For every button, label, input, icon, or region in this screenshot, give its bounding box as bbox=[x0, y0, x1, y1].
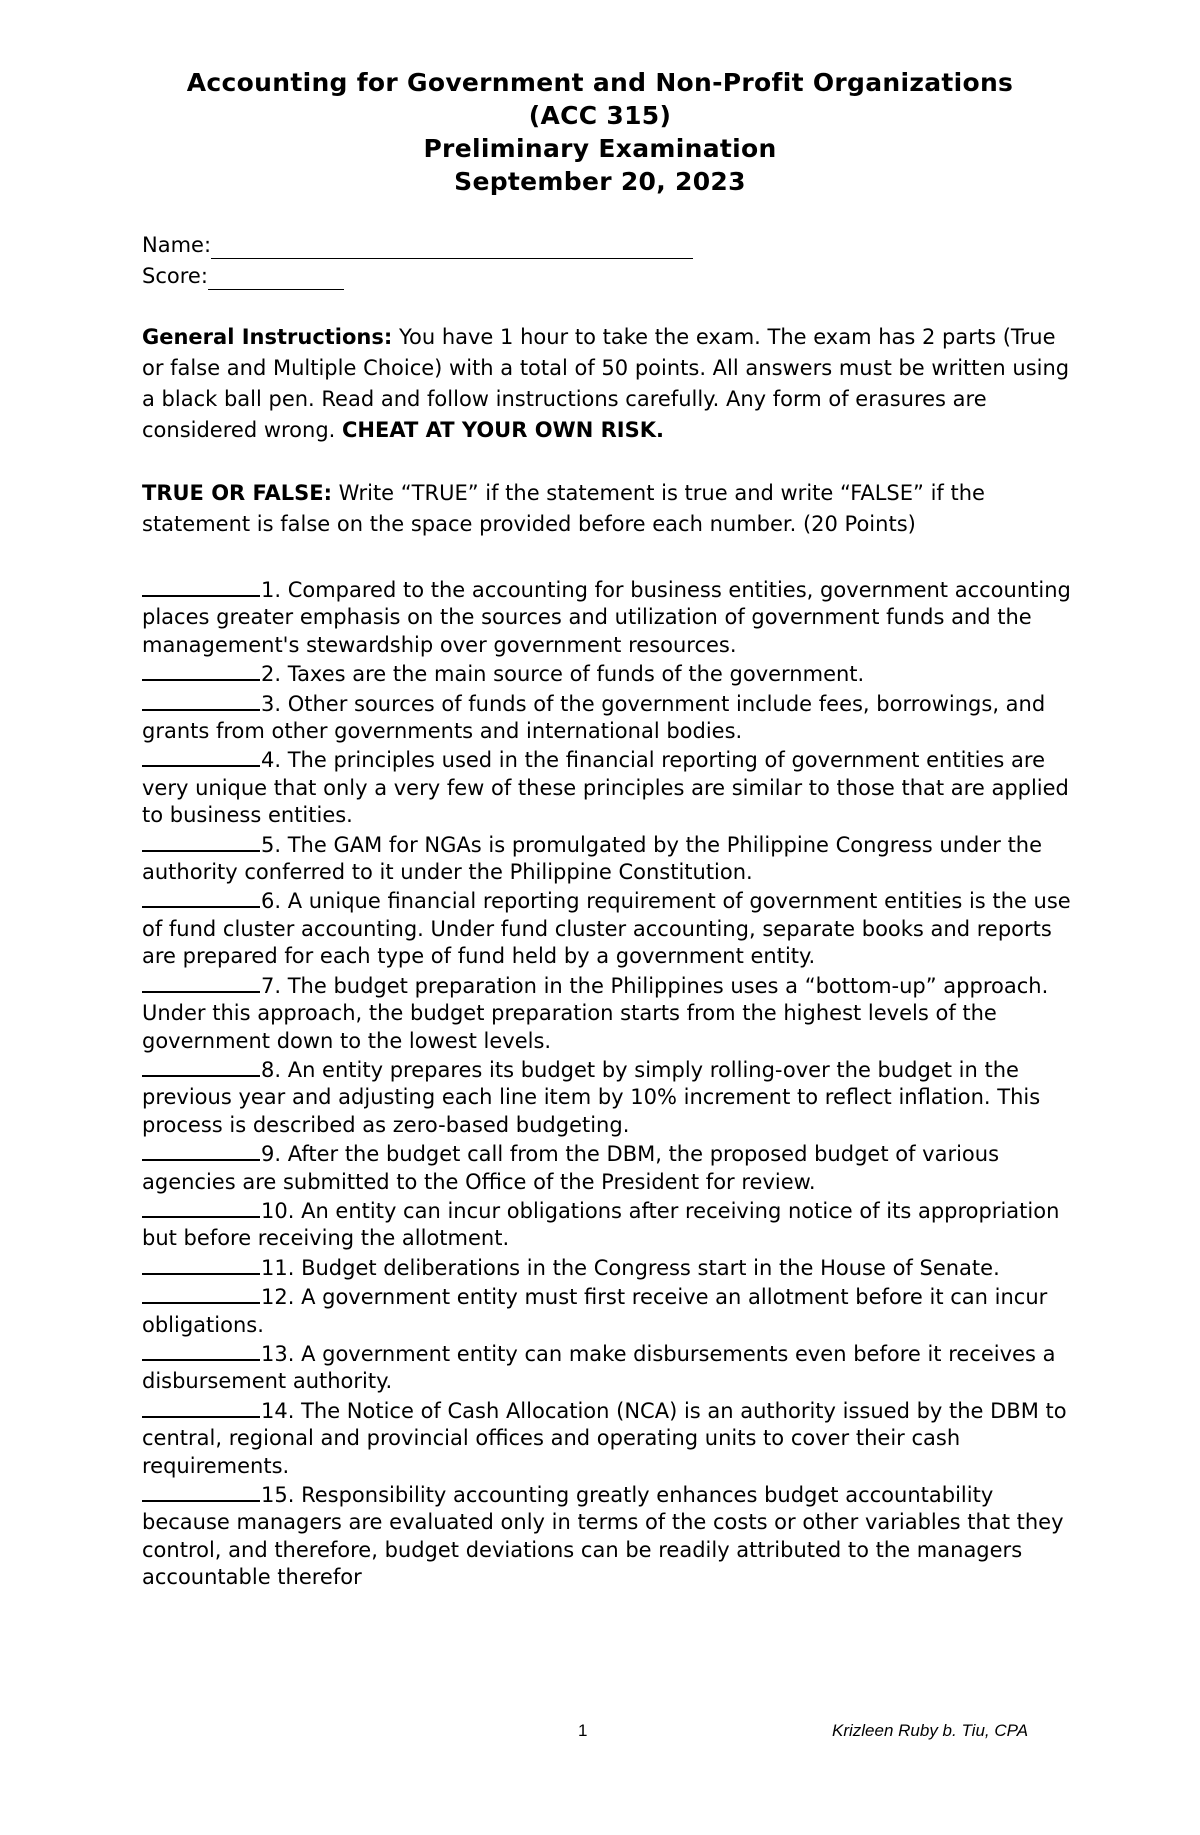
score-line bbox=[208, 267, 344, 290]
question-text: 13. A government entity can make disbursements even before it receives a disbursement authority. bbox=[142, 1341, 1056, 1394]
answer-blank bbox=[142, 1339, 260, 1361]
name-field bbox=[142, 231, 693, 259]
question-text: 8. An entity prepares its budget by simply rolling-over the budget in the previous year and adjusting each line item by 10% increment to reflect inflation. This process is described as zero-based budgeting. bbox=[142, 1057, 1041, 1137]
answer-blank bbox=[142, 1253, 260, 1275]
answer-blank bbox=[142, 1396, 260, 1418]
question-item bbox=[142, 745, 1072, 829]
question-item bbox=[142, 971, 1072, 1055]
question-text: 5. The GAM for NGAs is promulgated by the Philippine Congress under the authority conferred to it under the Philippine Constitution. bbox=[142, 832, 1043, 885]
question-item bbox=[142, 886, 1072, 970]
answer-blank bbox=[142, 659, 260, 681]
instructions-label: General Instructions: bbox=[142, 325, 393, 349]
exam-header bbox=[0, 66, 1200, 198]
question-text: 10. An entity can incur obligations after receiving notice of its appropriation but before receiving the allotment. bbox=[142, 1198, 1060, 1251]
general-instructions bbox=[142, 322, 1072, 446]
question-text: 6. A unique financial reporting requirement of government entities is the use of fund cluster accounting. Under fund cluster accounting, separate books and reports are prepared for each type of fund held by a government entity. bbox=[142, 889, 1071, 969]
question-item bbox=[142, 689, 1072, 746]
score-field bbox=[142, 262, 344, 290]
answer-blank bbox=[142, 971, 260, 993]
question-item bbox=[142, 1196, 1072, 1253]
answer-blank bbox=[142, 575, 260, 597]
answer-blank bbox=[142, 886, 260, 908]
answer-blank bbox=[142, 1480, 260, 1502]
answer-blank bbox=[142, 1055, 260, 1077]
true-false-instructions bbox=[142, 478, 1072, 540]
question-item bbox=[142, 1339, 1072, 1396]
question-item bbox=[142, 659, 1072, 688]
question-item bbox=[142, 830, 1072, 887]
question-item bbox=[142, 1396, 1072, 1480]
page-number: 1 bbox=[578, 1721, 588, 1740]
question-text: 1. Compared to the accounting for business entities, government accounting places greater emphasis on the sources and utilization of government funds and the management's stewardship over government resources. bbox=[142, 578, 1071, 657]
question-text: 2. Taxes are the main source of funds of the government. bbox=[261, 662, 865, 687]
answer-blank bbox=[142, 830, 260, 852]
true-false-label: TRUE OR FALSE: bbox=[142, 481, 332, 505]
true-false-text: Write “TRUE” if the statement is true and write “FALSE” if the statement is false on the space provided before each number. (20 Points) bbox=[142, 481, 985, 536]
course-title: Accounting for Government and Non-Profit Organizations bbox=[186, 68, 1014, 97]
name-label: Name: bbox=[142, 233, 212, 257]
name-line bbox=[211, 236, 693, 259]
answer-blank bbox=[142, 1196, 260, 1218]
exam-type: Preliminary Examination bbox=[423, 134, 777, 163]
answer-blank bbox=[142, 1139, 260, 1161]
footer-author: Krizleen Ruby b. Tiu, CPA bbox=[832, 1721, 1029, 1740]
question-text: 3. Other sources of funds of the government include fees, borrowings, and grants from other governments and international bodies. bbox=[142, 691, 1046, 744]
instructions-warning: CHEAT AT YOUR OWN RISK. bbox=[342, 418, 664, 442]
answer-blank bbox=[142, 745, 260, 767]
answer-blank bbox=[142, 1282, 260, 1304]
question-item bbox=[142, 1480, 1072, 1592]
question-item bbox=[142, 1282, 1072, 1339]
question-item bbox=[142, 1139, 1072, 1196]
question-item bbox=[142, 1055, 1072, 1139]
score-label: Score: bbox=[142, 264, 208, 288]
question-text: 15. Responsibility accounting greatly enhances budget accountability because managers are evaluated only in terms of the costs or other variables that they control, and therefore, budget deviations can be readily attributed to the managers accountable therefor bbox=[142, 1483, 1064, 1590]
answer-blank bbox=[142, 689, 260, 711]
question-text: 12. A government entity must first receive an allotment before it can incur obligations. bbox=[142, 1285, 1048, 1337]
question-text: 4. The principles used in the financial reporting of government entities are very unique that only a very few of these principles are similar to those that are applied to business entities. bbox=[142, 748, 1069, 828]
course-code: (ACC 315) bbox=[528, 101, 672, 130]
true-false-items bbox=[142, 575, 1072, 1592]
exam-date: September 20, 2023 bbox=[454, 167, 746, 196]
question-item bbox=[142, 1253, 1072, 1282]
question-item bbox=[142, 575, 1072, 659]
question-text: 11. Budget deliberations in the Congress start in the House of Senate. bbox=[261, 1255, 1000, 1280]
question-text: 14. The Notice of Cash Allocation (NCA) is an authority issued by the DBM to central, regional and provincial offices and operating units to cover their cash requirements. bbox=[142, 1398, 1067, 1478]
question-text: 7. The budget preparation in the Philippines uses a “bottom-up” approach. Under this approach, the budget preparation starts from the highest levels of the government down to the lowest levels. bbox=[142, 973, 1049, 1053]
question-text: 9. After the budget call from the DBM, the proposed budget of various agencies are submitted to the Office of the President for review. bbox=[142, 1142, 1000, 1194]
instructions-text: You have 1 hour to take the exam. The exam has 2 parts (True or false and Multiple Choice) with a total of 50 points. All answers must be written using a black ball pen. Read and follow instructions carefully. Any form of erasures are considered wrong. bbox=[142, 325, 1070, 442]
